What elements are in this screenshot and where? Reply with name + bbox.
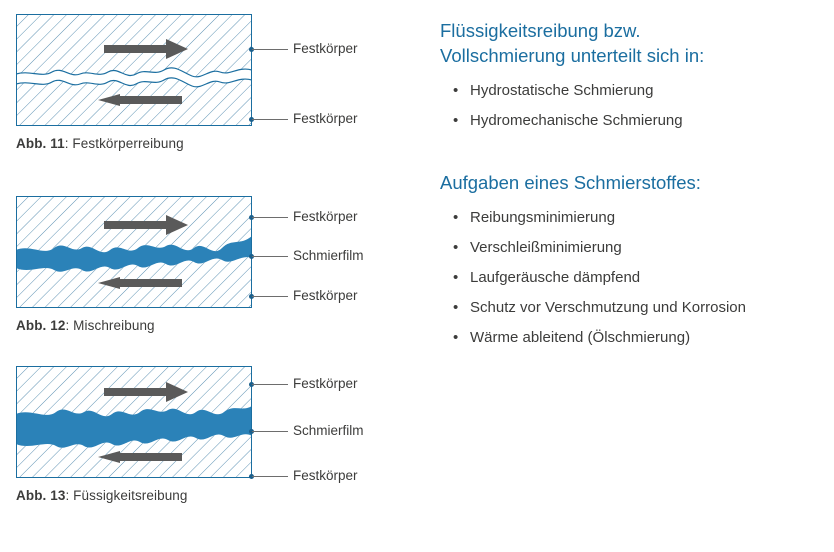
label-schmierfilm: Schmierfilm: [293, 248, 364, 263]
leader-line-middle: [252, 256, 288, 257]
leader-line-top: [252, 384, 288, 385]
list-item: • Hydrostatische Schmierung: [470, 76, 820, 106]
label-schmierfilm: Schmierfilm: [293, 423, 364, 438]
figure-11-graphic: [16, 14, 358, 126]
figure-11-svg: [16, 14, 252, 126]
leader-line-top: [252, 217, 288, 218]
figure-12-caption: [16, 318, 252, 333]
figure-13-caption-text: Füssigkeitsreibung: [73, 488, 188, 503]
leader-line-top: [252, 49, 288, 50]
heading-fluessigkeitsreibung: [440, 18, 820, 68]
leader-line-bottom: [252, 476, 288, 477]
text-column: [440, 18, 820, 353]
label-festkoerper-top: Festkörper: [293, 41, 358, 56]
figure-12-caption-label: Abb. 12: [16, 318, 66, 333]
figure-12-caption-sep: :: [65, 318, 74, 333]
figure-festkoerperreibung: [16, 14, 358, 151]
leader-line-middle: [252, 431, 288, 432]
figure-11-caption-text: Festkörperreibung: [72, 136, 184, 151]
label-festkoerper-top: Festkörper: [293, 376, 358, 391]
figure-mischreibung: [16, 196, 364, 333]
list-item: • Laufgeräusche dämpfend: [470, 263, 820, 293]
list-schmierung-arten: [440, 76, 820, 136]
list-aufgaben: [440, 203, 820, 353]
figure-13-caption-sep: :: [65, 488, 74, 503]
figure-13-graphic: [16, 366, 364, 483]
figure-11-caption: [16, 136, 252, 151]
list-item: • Hydromechanische Schmierung: [470, 106, 820, 136]
heading-line-1: Flüssigkeitsreibung bzw.: [440, 20, 641, 41]
leader-line-bottom: [252, 119, 288, 120]
heading-aufgaben-schmierstoff: Aufgaben eines Schmierstoffes:: [440, 172, 701, 193]
figure-13-caption: [16, 488, 252, 503]
figure-12-caption-text: Mischreibung: [73, 318, 155, 333]
list-item: • Verschleißminimierung: [470, 233, 820, 263]
label-festkoerper-bottom: Festkörper: [293, 468, 358, 483]
figure-fluessigkeitsreibung: [16, 366, 364, 503]
figure-12-svg: [16, 196, 252, 308]
figure-12-graphic: [16, 196, 364, 308]
label-festkoerper-bottom: Festkörper: [293, 111, 358, 126]
figure-13-caption-label: Abb. 13: [16, 488, 66, 503]
heading-line-2: Vollschmierung unterteilt sich in:: [440, 45, 705, 66]
list-item: • Reibungsminimierung: [470, 203, 820, 233]
figure-11-caption-label: Abb. 11: [16, 136, 65, 151]
label-festkoerper-bottom: Festkörper: [293, 288, 358, 303]
leader-line-bottom: [252, 296, 288, 297]
list-item: • Schutz vor Verschmutzung und Korrosion: [470, 293, 820, 323]
figure-13-svg: [16, 366, 252, 478]
figure-11-caption-sep: :: [64, 136, 73, 151]
label-festkoerper-top: Festkörper: [293, 209, 358, 224]
list-item: • Wärme ableitend (Ölschmierung): [470, 323, 820, 353]
